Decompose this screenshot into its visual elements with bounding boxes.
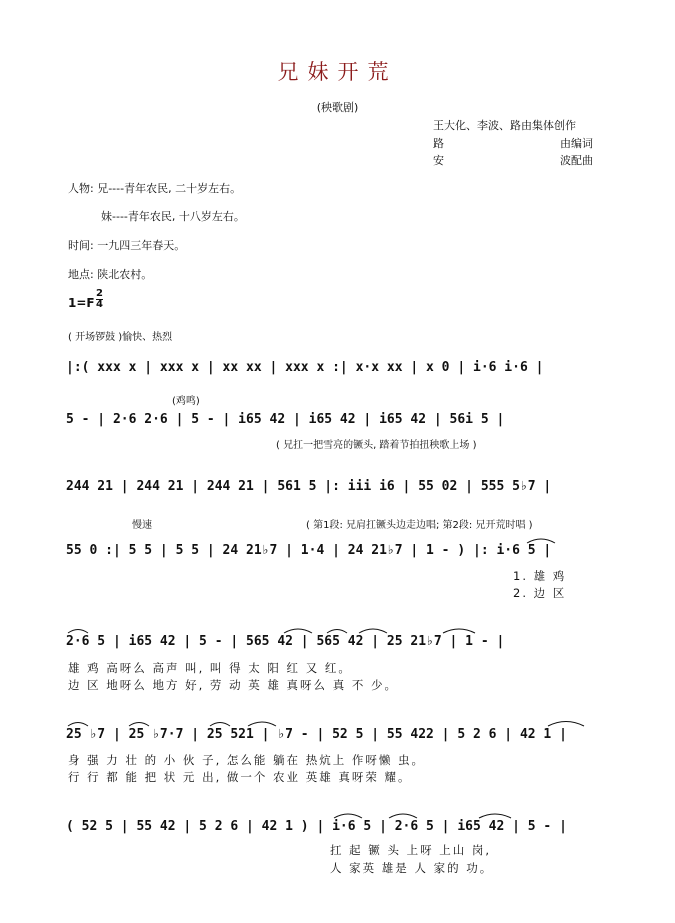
score-line: ( 52 5 | 55 42 | 5 2 6 | 42 1 ) | i·6 5 | 2·6 5 | i65 42 | 5 - |	[66, 819, 567, 834]
slur	[284, 629, 312, 633]
slur	[68, 723, 88, 727]
credit-right: 由编词	[560, 137, 593, 150]
tempo-marking: 慢速	[132, 520, 152, 531]
song-title: 兄妹开荒	[277, 60, 398, 84]
place-line: 地点: 陕北农村。	[68, 268, 153, 281]
lyric-line: 雄 鸡 高呀么 高声 叫, 叫 得 太 阳 红 又 红。	[68, 661, 352, 675]
characters-line: 妹----青年农民, 十八岁左右。	[101, 210, 245, 223]
lyric-line: 身 强 力 壮 的 小 伙 子, 怎么能 躺在 热炕上 作呀懒 虫。	[68, 753, 426, 767]
slur	[359, 629, 387, 633]
slur	[129, 723, 149, 727]
lyric-line: 扛 起 镢 头 上呀 上山 岗,	[330, 843, 492, 857]
slur	[479, 814, 511, 818]
key-label: 1=F	[68, 296, 95, 310]
lyric-line: 人 家英 雄是 人 家的 功。	[330, 861, 494, 875]
verse-lyric: 1. 雄 鸡	[513, 569, 567, 583]
characters-line: 人物: 兄----青年农民, 二十岁左右。	[68, 182, 242, 195]
slur	[248, 722, 276, 726]
credit-right: 波配曲	[560, 154, 593, 167]
stage-direction: ( 兄扛一把雪亮的镢头, 踏着节拍扭秧歌上场 )	[276, 440, 477, 451]
slur	[334, 814, 362, 818]
score-line: 55 0 :| 5 5 | 5 5 | 24 21♭7 | 1·4 | 24 21♭7 | 1 - ) |: i·6 5 |	[66, 543, 552, 558]
slur	[389, 814, 417, 818]
time-line: 时间: 一九四三年春天。	[68, 239, 186, 252]
time-sig-denominator: 4	[96, 299, 103, 310]
slur	[327, 630, 347, 634]
score-line: 5 - | 2·6 2·6 | 5 - | i65 42 | i65 42 | i65 42 | 56i 5 |	[66, 412, 505, 427]
lyric-line: 行 行 都 能 把 状 元 出, 做一个 农业 英雄 真呀荣 耀。	[68, 770, 412, 784]
time-sig-numerator: 2	[96, 288, 103, 299]
score-line: |:( xxx x | xxx x | xx xx | xxx x :| x·x xx | x 0 | i·6 i·6 |	[66, 360, 544, 375]
slur	[68, 630, 88, 634]
credit-left: 王大化、李波、路由集体创作	[433, 119, 576, 132]
slur	[443, 629, 475, 633]
slur	[210, 723, 230, 727]
verse-lyric: 2. 边 区	[513, 586, 567, 600]
stage-direction: ( 第1段: 兄肩扛镢头边走边唱; 第2段: 兄开荒时唱 )	[306, 520, 533, 531]
performance-note: (鸡鸣)	[172, 396, 200, 407]
score-line: 244 21 | 244 21 | 244 21 | 561 5 |: iii i6 | 55 02 | 555 5♭7 |	[66, 479, 552, 494]
genre-label: (秧歌剧)	[316, 101, 359, 114]
slur	[527, 539, 555, 543]
tempo-marking: ( 开场锣鼓 )愉快、热烈	[68, 332, 173, 343]
score-line: 2·6 5 | i65 42 | 5 - | 565 42 | 565 42 | 25 21♭7 | 1 - |	[66, 634, 505, 649]
score-line: 25 ♭7 | 25 ♭7·7 | 25 521 | ♭7 - | 52 5 | 55 422 | 5 2 6 | 42 1 |	[66, 727, 567, 742]
lyric-line: 边 区 地呀么 地方 好, 劳 动 英 雄 真呀么 真 不 少。	[68, 678, 399, 692]
credit-left: 路	[433, 137, 444, 150]
credit-left: 安	[433, 154, 444, 167]
slur	[548, 722, 584, 727]
